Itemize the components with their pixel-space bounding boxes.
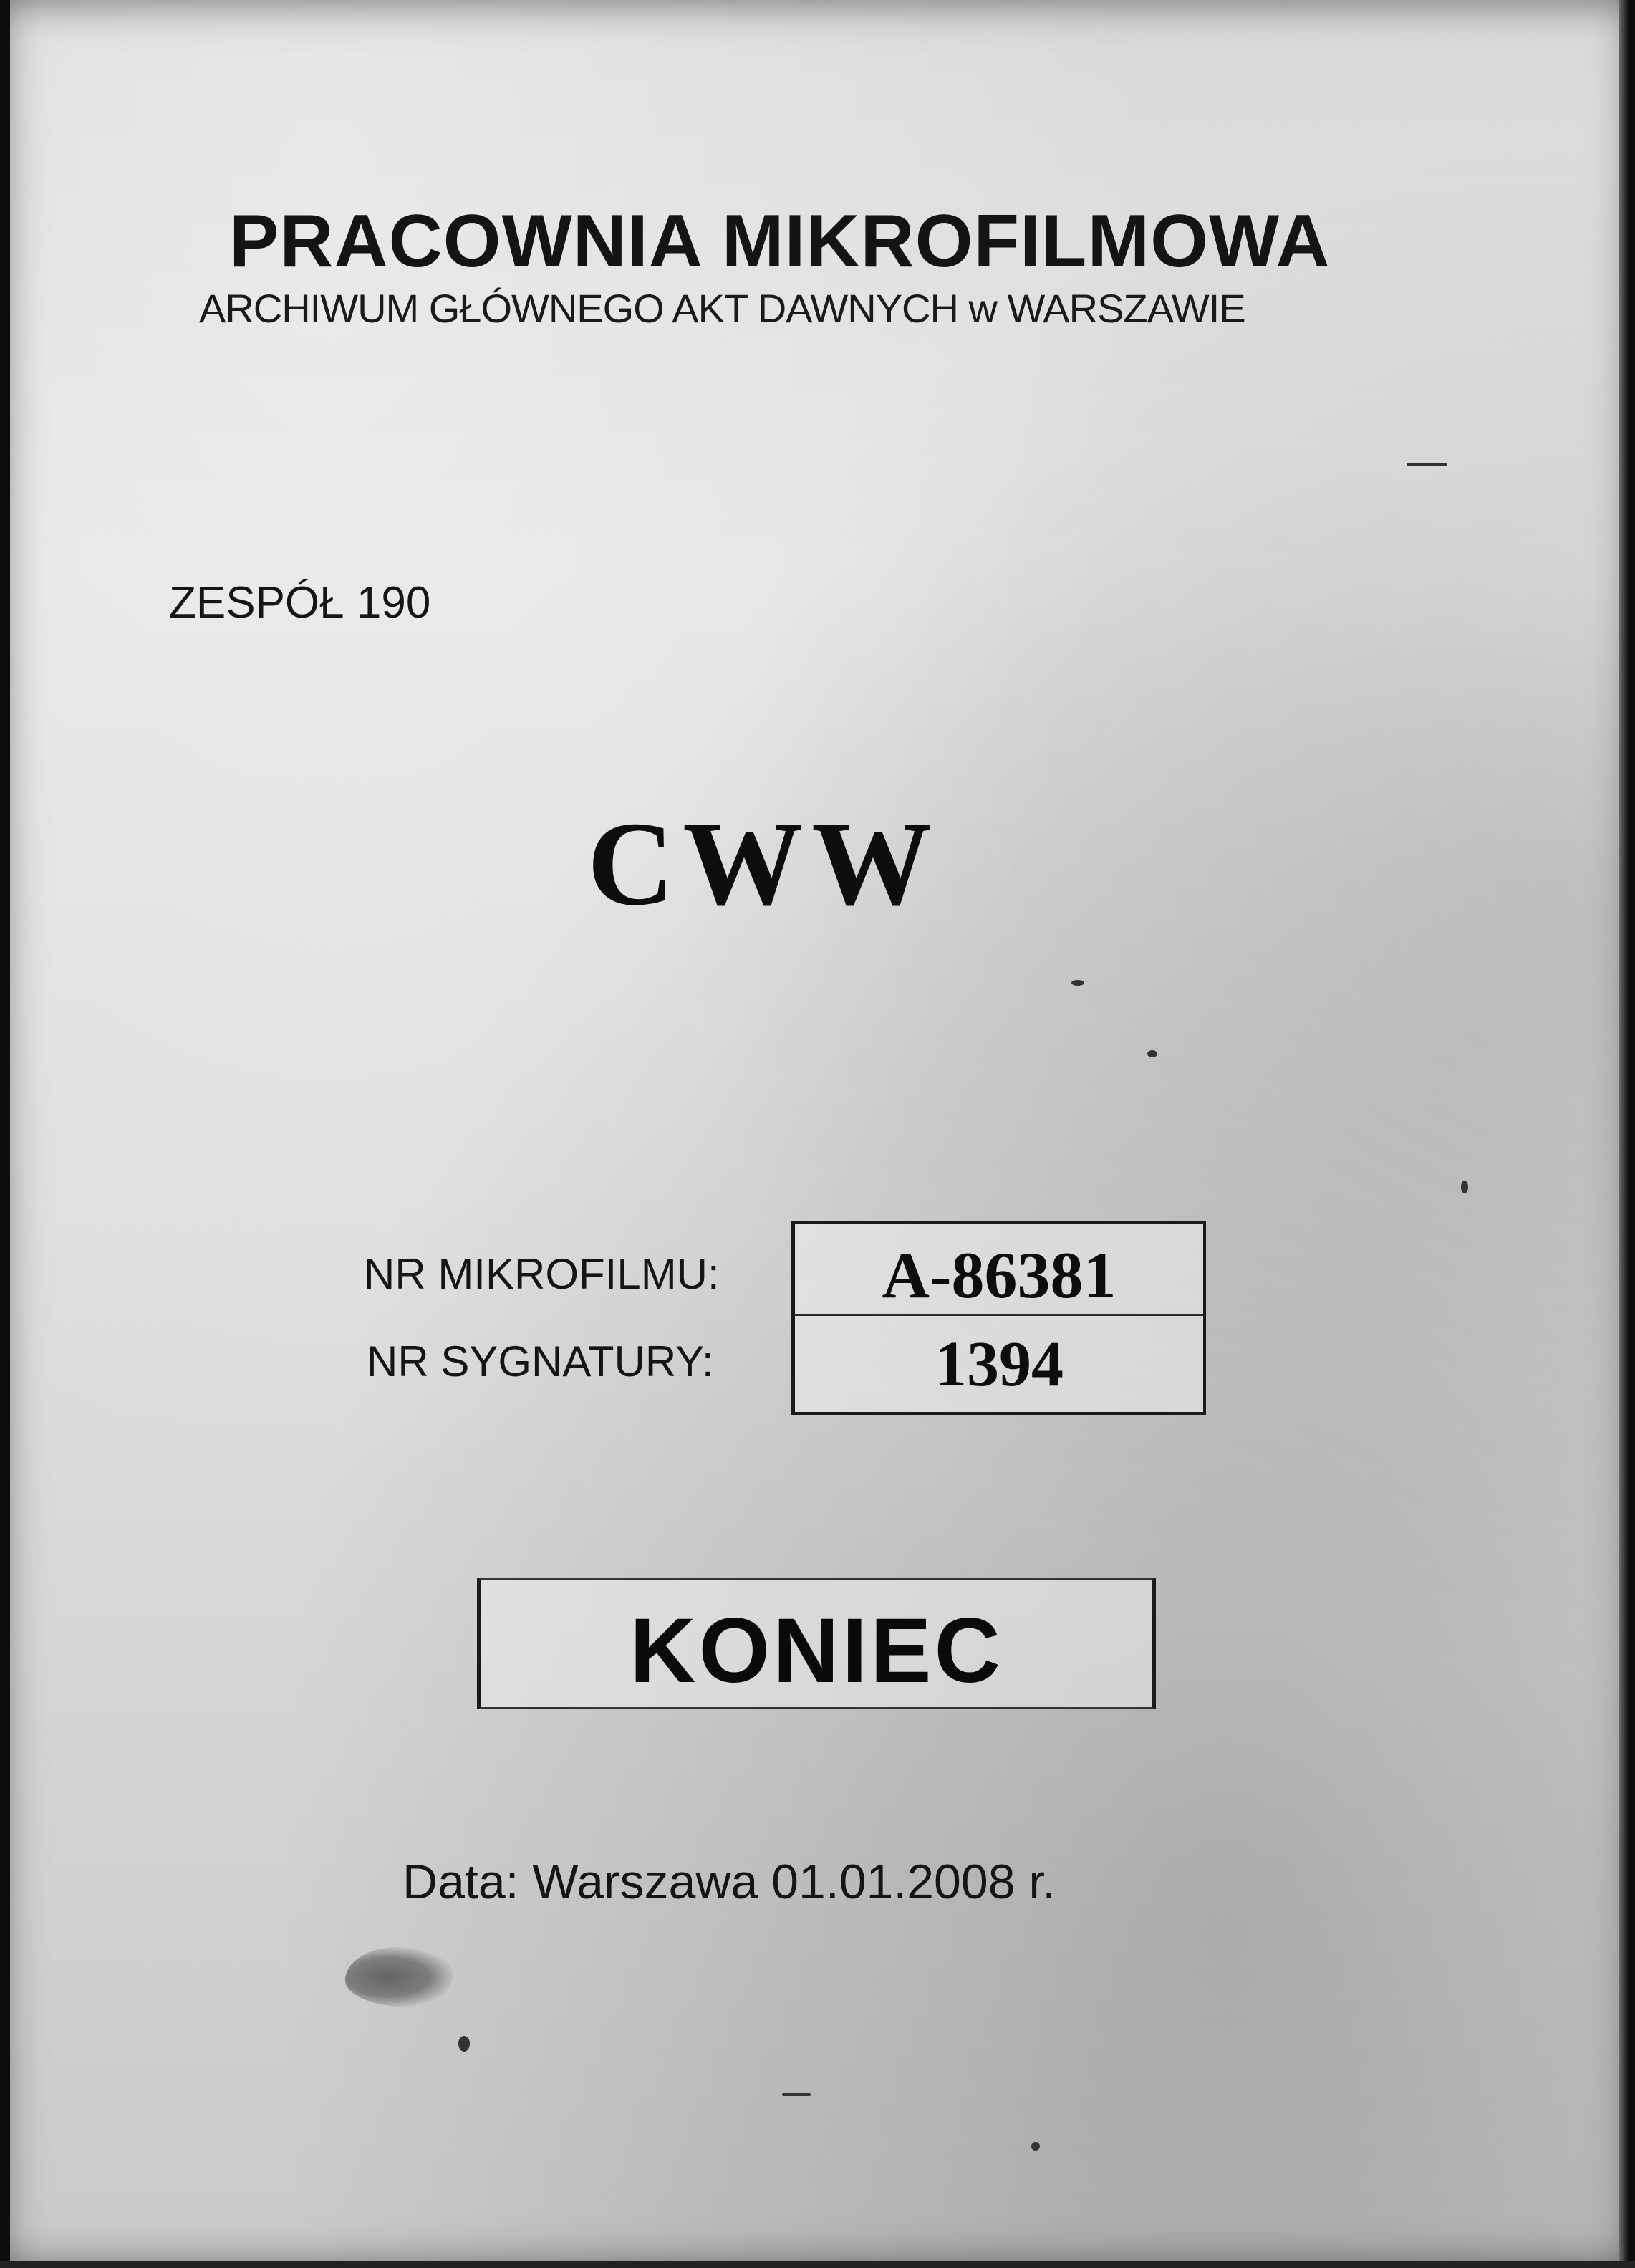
- record-number-box: [791, 1221, 1206, 1415]
- lab-title: PRACOWNIA MIKROFILMOWA: [229, 200, 1331, 283]
- ink-stain: [345, 1947, 453, 2007]
- dust-speck: [782, 2093, 811, 2096]
- microfilm-number-label: NR MIKROFILMU:: [364, 1250, 720, 1298]
- collection-name: CWW: [587, 797, 941, 931]
- dust-speck: [1071, 980, 1084, 986]
- dust-speck: [1147, 1050, 1157, 1057]
- date-line: Data: Warszawa 01.01.2008 r.: [402, 1855, 1056, 1909]
- dust-speck: [1461, 1181, 1468, 1193]
- film-edge-right: [1619, 0, 1635, 2268]
- dust-speck: [1407, 463, 1447, 466]
- dust-speck: [458, 2036, 470, 2052]
- dust-speck: [1031, 2142, 1040, 2151]
- fonds-number: ZESPÓŁ 190: [169, 578, 431, 628]
- signature-number-label: NR SYGNATURY:: [367, 1337, 714, 1385]
- microfilm-number-value: A-86381: [882, 1239, 1116, 1312]
- film-edge-left: [0, 0, 10, 2268]
- film-edge-bottom: [0, 2261, 1635, 2268]
- record-box-divider: [795, 1314, 1203, 1316]
- end-marker-text: KONIEC: [630, 1600, 1003, 1702]
- signature-number-value: 1394: [935, 1329, 1064, 1400]
- archive-subtitle: ARCHIWUM GŁÓWNEGO AKT DAWNYCH w WARSZAWIE: [199, 286, 1245, 331]
- end-marker-box: [477, 1578, 1156, 1709]
